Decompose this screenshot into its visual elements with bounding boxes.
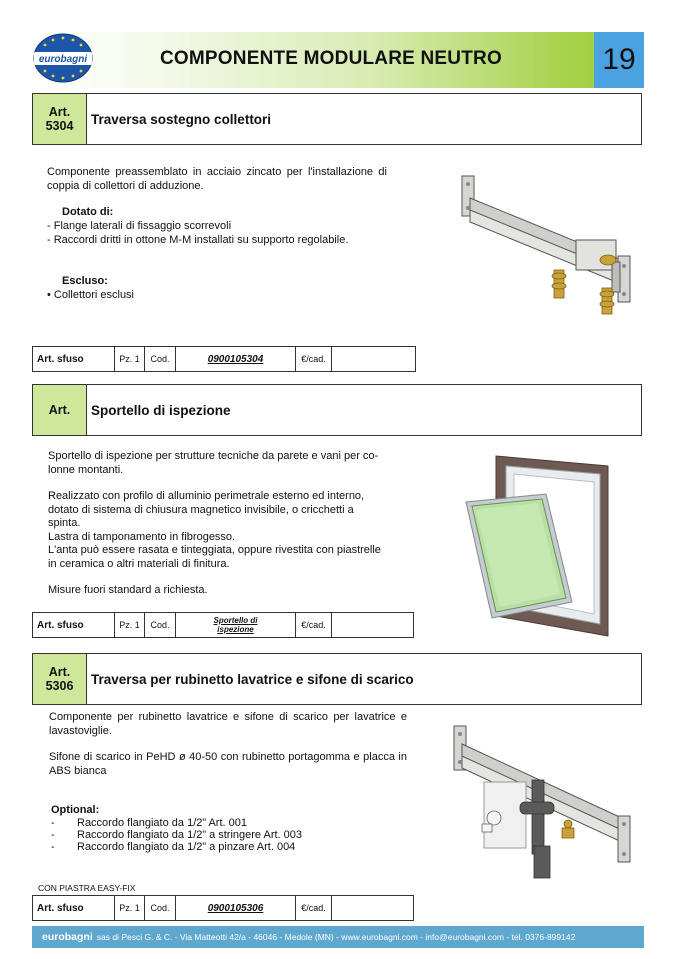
list-item: - Raccordo flangiato da 1/2” Art. 001 xyxy=(51,817,247,829)
paragraph: Realizzato con profilo di alluminio perimetrale esterno ed interno, dotato di sistema di chiusura magnetico invisibile, o cricchetti a spinta. xyxy=(48,490,365,529)
order-label: Art. sfuso xyxy=(33,347,115,371)
paragraph: Misure fuori standard a richiesta. xyxy=(48,584,208,596)
equipped-list xyxy=(47,220,348,247)
section-title: Traversa per rubinetto lavatrice e sifone di scarico xyxy=(91,671,414,687)
art-label: Art. xyxy=(48,403,71,417)
section-description xyxy=(49,711,407,778)
paragraph: Componente per rubinetto lavatrice e sifone di scarico per lavatrice e lavastoviglie. xyxy=(49,711,407,737)
order-price xyxy=(332,347,415,371)
paragraph: Sportello di ispezione per strutture tecniche da parete e vani per co-lonne montanti. xyxy=(48,450,379,476)
bullet-icon: • xyxy=(47,289,54,301)
section-header-5306 xyxy=(32,653,642,705)
order-cod-label: Cod. xyxy=(145,613,176,637)
order-price xyxy=(332,613,413,637)
section-header-5304 xyxy=(32,93,642,145)
order-price xyxy=(332,896,413,920)
optional-title: Optional: xyxy=(51,804,100,816)
section-title: Sportello di ispezione xyxy=(91,402,231,418)
eurobagni-logo xyxy=(32,32,94,84)
section-code xyxy=(33,94,87,144)
order-label: Art. sfuso xyxy=(33,896,115,920)
order-label: Art. sfuso xyxy=(33,613,115,637)
art-number: 5304 xyxy=(45,119,74,133)
inspection-door-illustration xyxy=(462,452,612,638)
art-label: Art. xyxy=(48,105,71,119)
order-unit: €/cad. xyxy=(296,613,332,637)
order-row-5304 xyxy=(32,346,416,372)
paragraph: L'anta può essere rasata e tinteggiata, oppure rivestita con piastrelle in ceramica o altri materiali di finitura. xyxy=(48,544,381,570)
order-row-5306 xyxy=(32,895,414,921)
excluded-list xyxy=(47,289,134,303)
order-code: 0900105304 xyxy=(176,347,296,371)
list-item: - Raccordi dritti in ottone M-M installati su supporto regolabile. xyxy=(47,233,349,246)
order-qty: Pz. 1 xyxy=(115,896,145,920)
easy-fix-note: CON PIASTRA EASY-FIX xyxy=(38,883,136,893)
page-number: 19 xyxy=(594,32,644,88)
order-row-sportello xyxy=(32,612,414,638)
section-code xyxy=(33,654,87,704)
order-cod-label: Cod. xyxy=(145,896,176,920)
list-item: - Raccordo flangiato da 1/2” a stringere Art. 003 xyxy=(51,829,303,841)
washer-crossbar-illustration xyxy=(450,720,640,880)
equipped-title: Dotato di: xyxy=(62,206,114,218)
order-qty: Pz. 1 xyxy=(115,613,145,637)
section-title: Traversa sostegno collettori xyxy=(91,111,272,127)
footer-contact: sas di Pesci G. & C. - Via Matteotti 42/a - 46046 - Medole (MN) - www.eurobagni.com - info@eurobagni.com - tel. 0376-899142 xyxy=(96,932,576,942)
list-item: - Raccordo flangiato da 1/2” a pinzare Art. 004 xyxy=(51,841,296,853)
order-code: Sportello di ispezione xyxy=(176,613,296,637)
section-code xyxy=(33,385,87,435)
paragraph: Sifone di scarico in PeHD ø 40-50 con rubinetto portagomma e placca in ABS bianca xyxy=(49,751,407,777)
optional-list xyxy=(51,817,302,853)
order-cod-label: Cod. xyxy=(145,347,176,371)
page-title: COMPONENTE MODULARE NEUTRO xyxy=(160,48,502,69)
logo-text: eurobagni xyxy=(38,54,88,65)
art-number: 5306 xyxy=(45,679,74,693)
order-qty: Pz. 1 xyxy=(115,347,145,371)
section-description xyxy=(48,450,388,598)
art-label: Art. xyxy=(48,665,71,679)
order-unit: €/cad. xyxy=(296,896,332,920)
excluded-title: Escluso: xyxy=(62,275,108,287)
section-header-sportello xyxy=(32,384,642,436)
footer-brand: eurobagni xyxy=(42,931,93,943)
section-description: Componente preassemblato in acciaio zincato per l'installazione di coppia di collettori di adduzione. xyxy=(47,166,387,192)
order-unit: €/cad. xyxy=(296,347,332,371)
footer xyxy=(32,926,644,948)
list-item: - Flange laterali di fissaggio scorrevoli xyxy=(47,220,232,232)
order-code: 0900105306 xyxy=(176,896,296,920)
list-item: • Collettori esclusi xyxy=(47,289,135,301)
collector-support-illustration xyxy=(456,170,646,325)
paragraph: Lastra di tamponamento in fibrogesso. xyxy=(48,530,236,543)
